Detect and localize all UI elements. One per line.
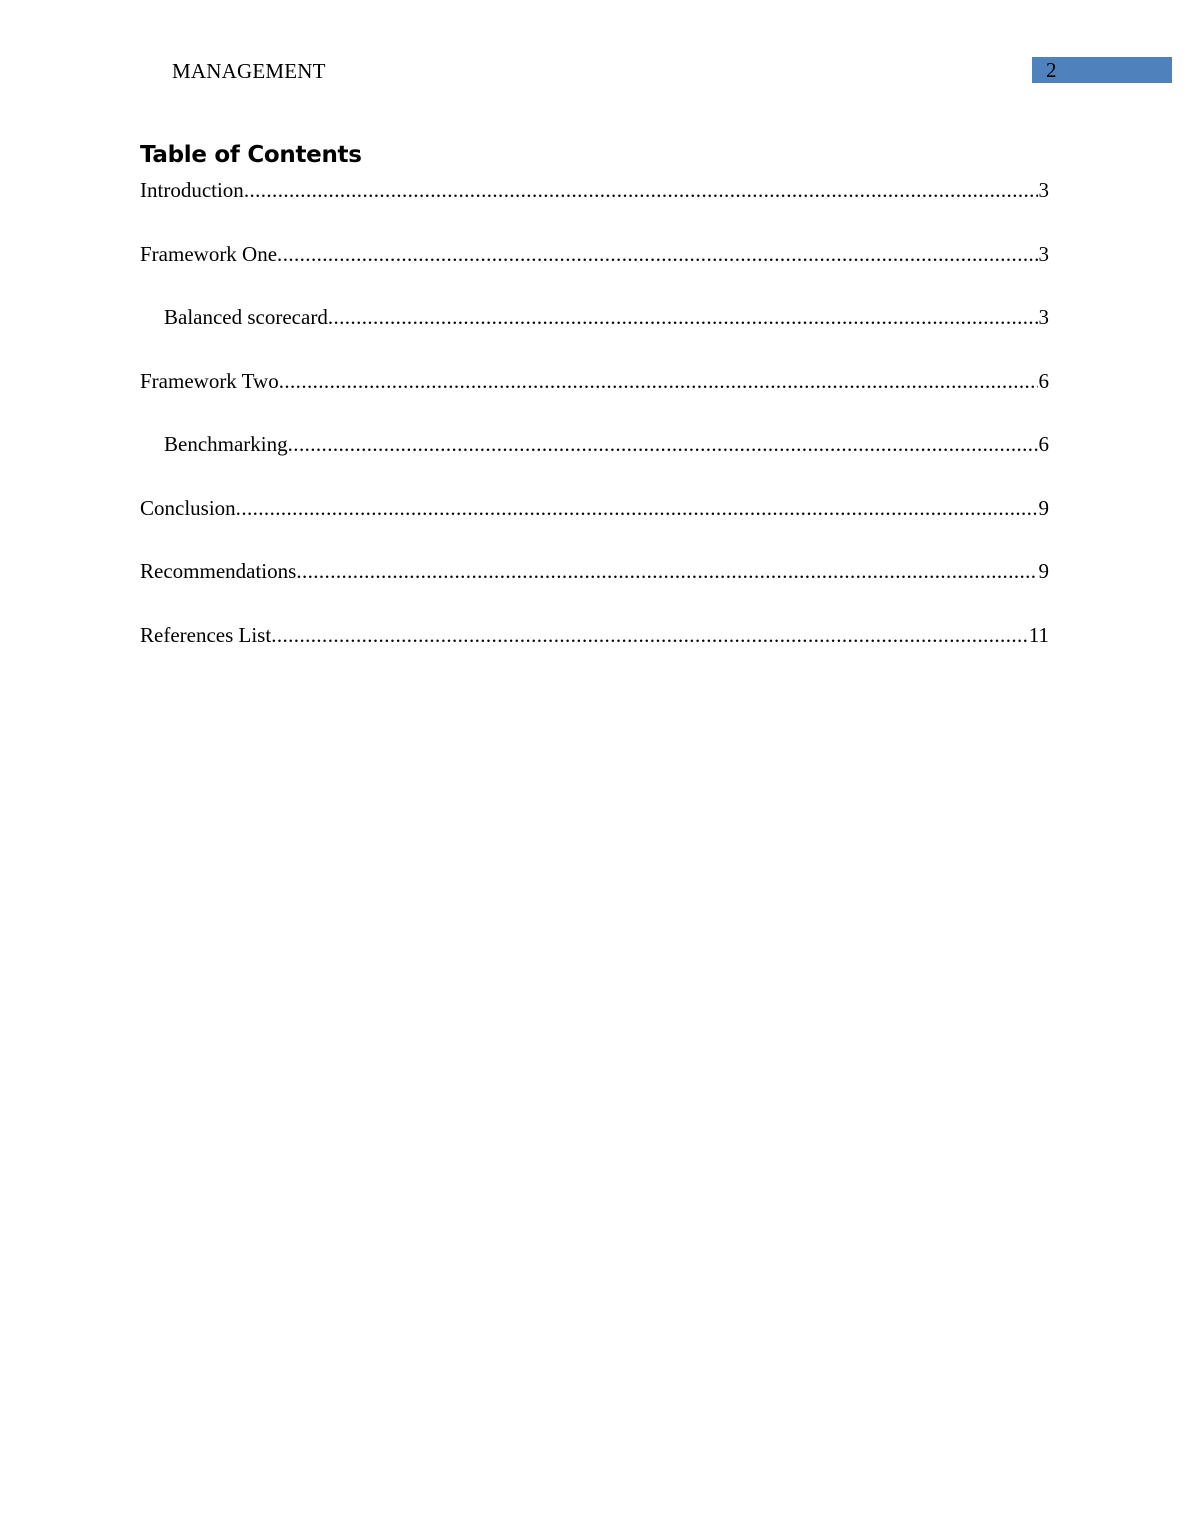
toc-entry-page: 9 bbox=[1038, 495, 1049, 520]
toc-entry-references-list[interactable] bbox=[140, 621, 1049, 685]
toc-entry-label: Introduction bbox=[140, 178, 244, 202]
toc-entry-framework-one[interactable] bbox=[140, 240, 1049, 304]
toc-entry-label: Balanced scorecard bbox=[164, 305, 328, 329]
running-head: MANAGEMENT bbox=[172, 59, 326, 83]
toc-dot-leader bbox=[271, 621, 1028, 649]
toc-entry-page: 6 bbox=[1038, 432, 1049, 456]
toc-dot-leader bbox=[288, 430, 1038, 458]
toc-entry-page: 6 bbox=[1038, 368, 1049, 393]
toc-entry-page: 11 bbox=[1028, 622, 1049, 647]
toc-dot-leader bbox=[279, 367, 1038, 395]
toc-entry-label: Benchmarking bbox=[164, 432, 288, 456]
toc-entry-label: Framework One bbox=[140, 241, 278, 266]
toc-entry-benchmarking[interactable] bbox=[140, 430, 1049, 494]
toc-dot-leader bbox=[328, 303, 1038, 331]
toc-entry-page: 9 bbox=[1038, 559, 1049, 583]
toc-entry-conclusion[interactable] bbox=[140, 494, 1049, 558]
toc-entry-label: Framework Two bbox=[140, 368, 279, 393]
toc-entry-label: Recommendations bbox=[140, 559, 297, 583]
toc-dot-leader bbox=[236, 494, 1038, 522]
toc-entry-framework-two[interactable] bbox=[140, 367, 1049, 431]
toc-list bbox=[140, 176, 1049, 684]
toc-dot-leader bbox=[296, 557, 1037, 585]
toc-entry-page: 3 bbox=[1038, 241, 1049, 266]
toc-entry-balanced-scorecard[interactable] bbox=[140, 303, 1049, 367]
toc-entry-label: Conclusion bbox=[140, 495, 236, 520]
toc-dot-leader bbox=[244, 176, 1038, 204]
toc-dot-leader bbox=[277, 240, 1037, 268]
toc-entry-label: References List bbox=[140, 622, 272, 647]
toc-entry-recommendations[interactable] bbox=[140, 557, 1049, 621]
toc-entry-page: 3 bbox=[1038, 305, 1049, 329]
page-number: 2 bbox=[1046, 58, 1057, 82]
toc-entry-introduction[interactable] bbox=[140, 176, 1049, 240]
toc-entry-page: 3 bbox=[1038, 178, 1049, 202]
page-number-box bbox=[1032, 57, 1172, 83]
toc-title: Table of Contents bbox=[140, 142, 362, 168]
